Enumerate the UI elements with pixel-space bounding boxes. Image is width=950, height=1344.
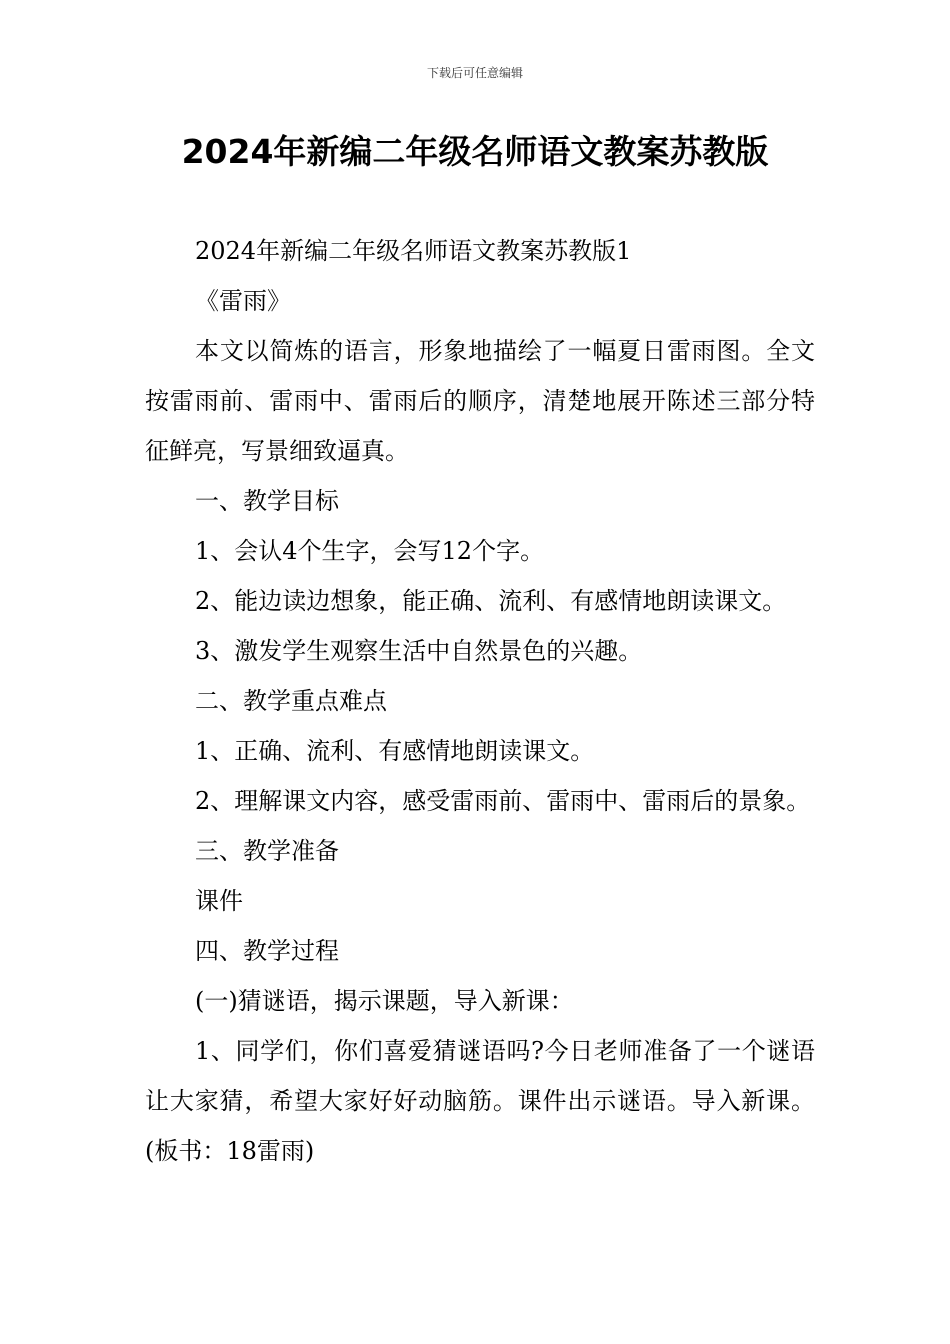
section-heading: 三、教学准备 [195,837,339,865]
section-heading: 二、教学重点难点 [195,687,387,715]
document-body [145,226,815,1176]
intro-paragraph: 本文以简炼的语言，形象地描绘了一幅夏日雷雨图。全文按雷雨前、雷雨中、雷雨后的顺序，清楚地展开陈述三部分特征鲜亮，写景细致逼真。 [145,337,815,465]
section-heading: 四、教学过程 [195,937,339,965]
list-item: 2、理解课文内容，感受雷雨前、雷雨中、雷雨后的景象。 [195,787,811,815]
list-item: 3、激发学生观察生活中自然景色的兴趣。 [195,637,643,665]
sub-heading: (一)猜谜语，揭示课题，导入新课： [195,987,574,1015]
lesson-title-paragraph: 《雷雨》 [195,287,291,315]
text-paragraph: 1、同学们，你们喜爱猜谜语吗?今日老师准备了一个谜语让大家猜，希望大家好好动脑筋。课件出示谜语。导入新课。(板书：18雷雨) [145,1037,815,1165]
text-paragraph: 课件 [195,887,243,915]
document-title: 2024年新编二年级名师语文教案苏教版 [181,132,769,171]
subtitle-paragraph: 2024年新编二年级名师语文教案苏教版1 [195,237,632,265]
list-item: 1、正确、流利、有感情地朗读课文。 [195,737,595,765]
list-item: 2、能边读边想象，能正确、流利、有感情地朗读课文。 [195,587,787,615]
list-item: 1、会认4个生字，会写12个字。 [195,537,545,565]
header-note: 下载后可任意编辑 [426,66,523,80]
section-heading: 一、教学目标 [195,487,339,515]
